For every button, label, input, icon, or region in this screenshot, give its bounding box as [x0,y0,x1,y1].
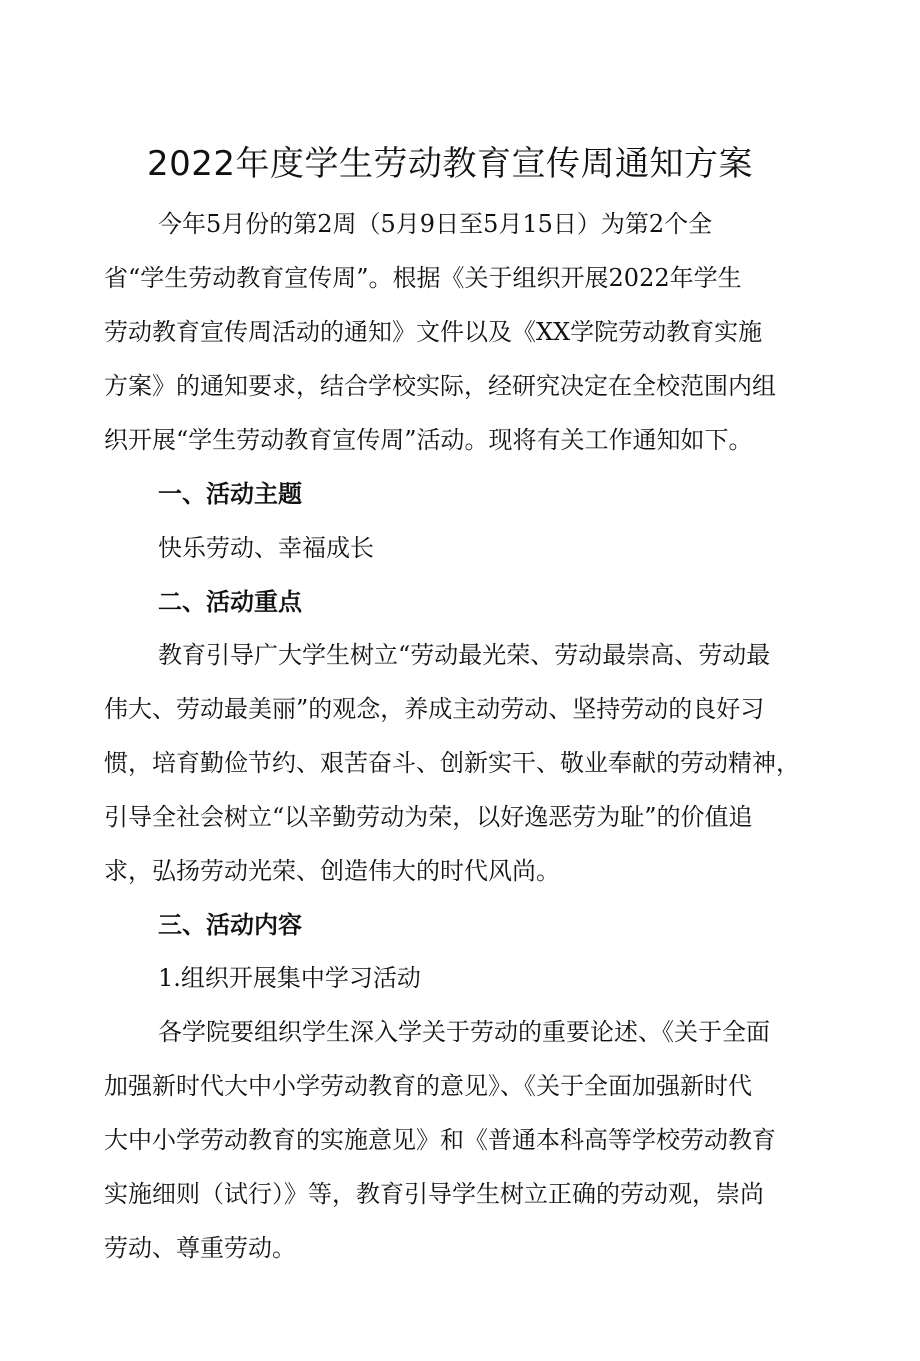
paragraph-line: 各学院要组织学生深入学关于劳动的重要论述、《关于全面 [158,1018,770,1046]
document-title: 2022年度学生劳动教育宣传周通知方案 [146,143,754,184]
paragraph-line: 织开展“学生劳动教育宣传周”活动。现将有关工作通知如下。 [104,426,753,454]
paragraph-line: 方案》的通知要求，结合学校实际，经研究决定在全校范围内组 [104,372,776,400]
paragraph-line: 伟大、劳动最美丽”的观念，养成主动劳动、坚持劳动的良好习 [104,695,765,723]
paragraph-line: 省“学生劳动教育宣传周”。根据《关于组织开展2022年学生 [104,264,742,292]
paragraph-line: 大中小学劳动教育的实施意见》和《普通本科高等学校劳动教育 [104,1126,776,1154]
section-heading-content: 三、活动内容 [158,911,302,939]
subsection-heading: 1.组织开展集中学习活动 [158,964,421,992]
paragraph-line: 劳动教育宣传周活动的通知》文件以及《XX学院劳动教育实施 [104,318,763,346]
paragraph-line: 加强新时代大中小学劳动教育的意见》、《关于全面加强新时代 [104,1072,752,1100]
section-heading-theme: 一、活动主题 [158,480,302,508]
section-heading-focus: 二、活动重点 [158,588,302,616]
paragraph-line: 教育引导广大学生树立“劳动最光荣、劳动最崇高、劳动最 [158,641,771,669]
paragraph-line: 惯，培育勤俭节约、艰苦奋斗、创新实干、敬业奉献的劳动精神， [104,749,800,777]
paragraph-line: 快乐劳动、幸福成长 [158,534,374,562]
paragraph-line: 实施细则（试行）》等，教育引导学生树立正确的劳动观，崇尚 [104,1180,764,1208]
paragraph-line: 引导全社会树立“以辛勤劳动为荣，以好逸恶劳为耻”的价值追 [104,803,753,831]
paragraph-line: 劳动、尊重劳动。 [104,1234,296,1262]
paragraph-line: 今年5月份的第2周（5月9日至5月15日）为第2个全 [158,210,713,238]
paragraph-line: 求，弘扬劳动光荣、创造伟大的时代风尚。 [104,857,560,885]
